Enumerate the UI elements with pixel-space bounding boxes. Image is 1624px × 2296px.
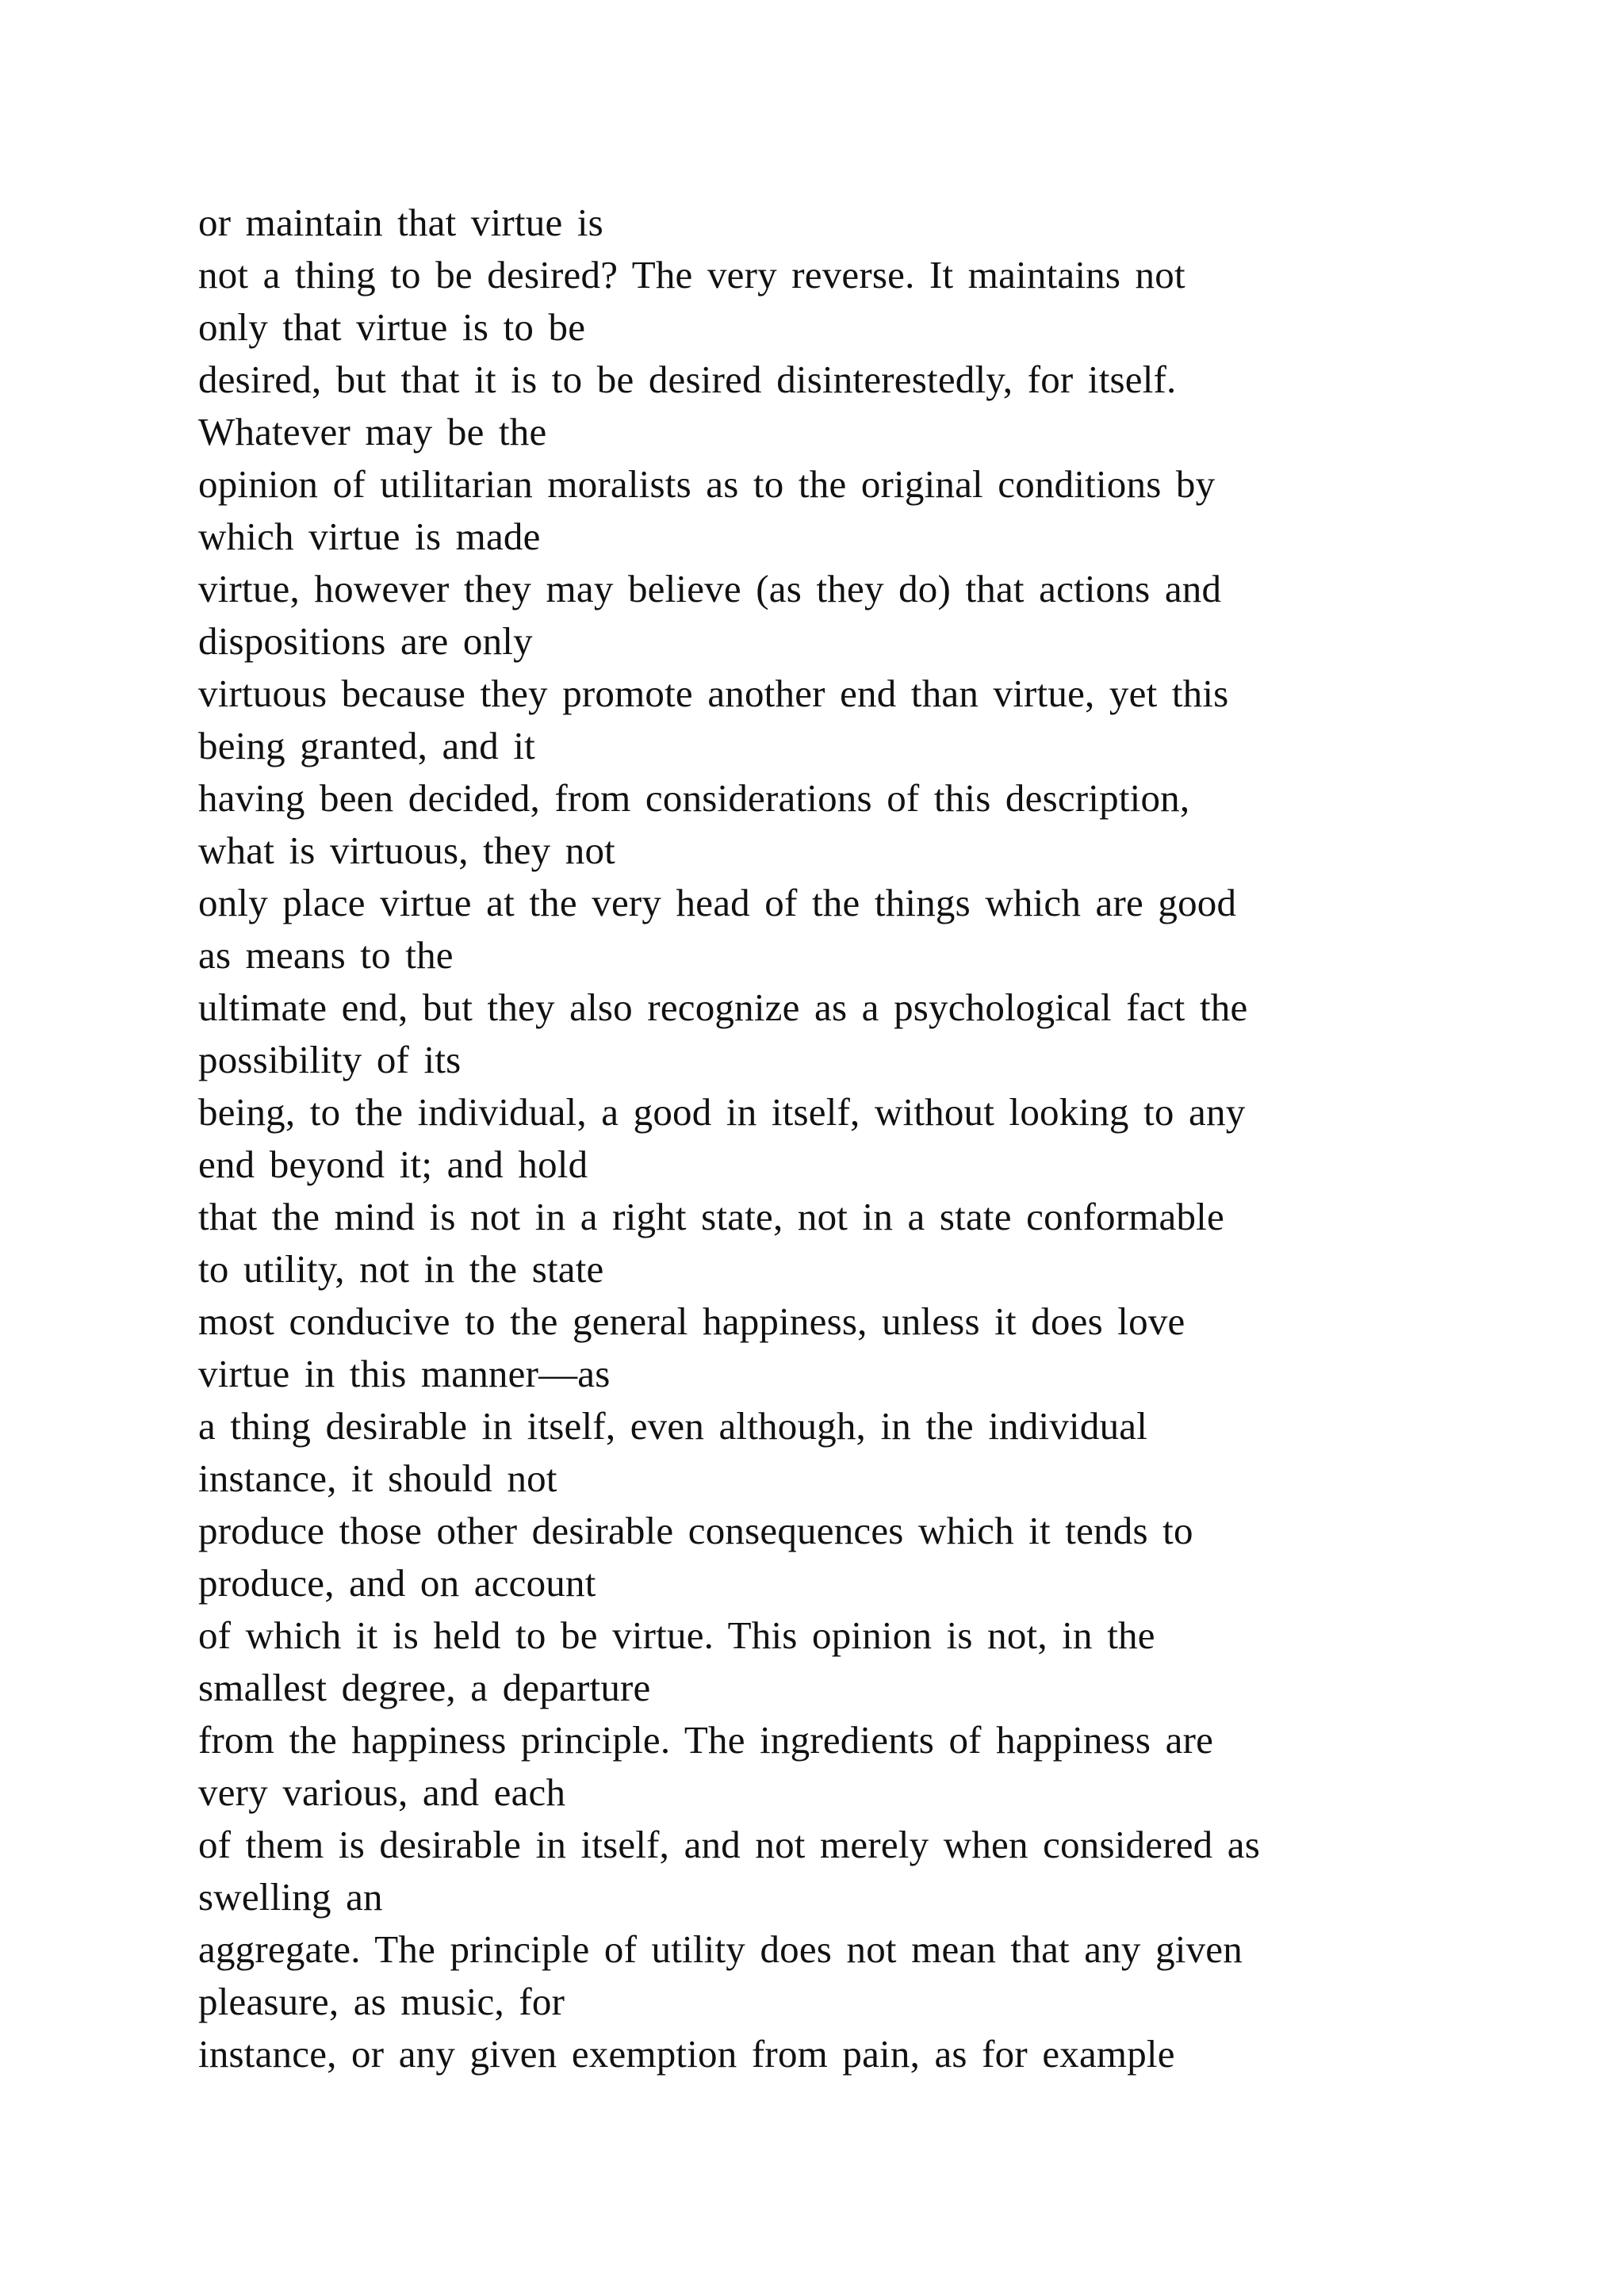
text-line: being granted, and it: [198, 724, 535, 767]
text-line: Whatever may be the: [198, 410, 547, 453]
text-line: opinion of utilitarian moralists as to the original conditions by: [198, 462, 1216, 506]
text-line: smallest degree, a departure: [198, 1666, 651, 1709]
text-line: what is virtuous, they not: [198, 828, 615, 872]
text-line: virtue in this manner—as: [198, 1352, 611, 1395]
text-line: instance, or any given exemption from pain, as for example: [198, 2032, 1175, 2076]
text-line: having been decided, from considerations of this description,: [198, 776, 1190, 820]
text-line: being, to the individual, a good in itself, without looking to any: [198, 1090, 1246, 1134]
text-line: or maintain that virtue is: [198, 201, 603, 244]
text-line: produce those other desirable consequences which it tends to: [198, 1509, 1193, 1552]
body-text: [198, 197, 1483, 2080]
text-line: end beyond it; and hold: [198, 1142, 588, 1186]
text-line: to utility, not in the state: [198, 1247, 604, 1291]
text-line: from the happiness principle. The ingredients of happiness are: [198, 1718, 1214, 1762]
text-line: desired, but that it is to be desired disinterestedly, for itself.: [198, 358, 1177, 401]
text-line: most conducive to the general happiness, unless it does love: [198, 1299, 1185, 1343]
text-line: ultimate end, but they also recognize as a psychological fact the: [198, 985, 1248, 1029]
text-line: aggregate. The principle of utility does not mean that any given: [198, 1927, 1243, 1971]
text-line: which virtue is made: [198, 515, 541, 558]
text-line: pleasure, as music, for: [198, 1980, 565, 2023]
text-line: swelling an: [198, 1875, 383, 1919]
text-line: as means to the: [198, 933, 454, 977]
text-line: of them is desirable in itself, and not merely when considered as: [198, 1823, 1261, 1866]
text-line: that the mind is not in a right state, not in a state conformable: [198, 1195, 1224, 1238]
text-line: virtuous because they promote another end than virtue, yet this: [198, 672, 1229, 715]
text-line: a thing desirable in itself, even although, in the individual: [198, 1404, 1148, 1448]
text-line: possibility of its: [198, 1038, 462, 1081]
text-line: not a thing to be desired? The very reverse. It maintains not: [198, 253, 1185, 297]
text-line: produce, and on account: [198, 1561, 596, 1605]
text-line: virtue, however they may believe (as they do) that actions and: [198, 567, 1222, 610]
text-line: instance, it should not: [198, 1456, 557, 1500]
text-line: only place virtue at the very head of the things which are good: [198, 881, 1237, 924]
text-line: of which it is held to be virtue. This opinion is not, in the: [198, 1613, 1155, 1657]
text-line: dispositions are only: [198, 619, 533, 663]
text-line: very various, and each: [198, 1770, 566, 1814]
text-line: only that virtue is to be: [198, 305, 586, 349]
